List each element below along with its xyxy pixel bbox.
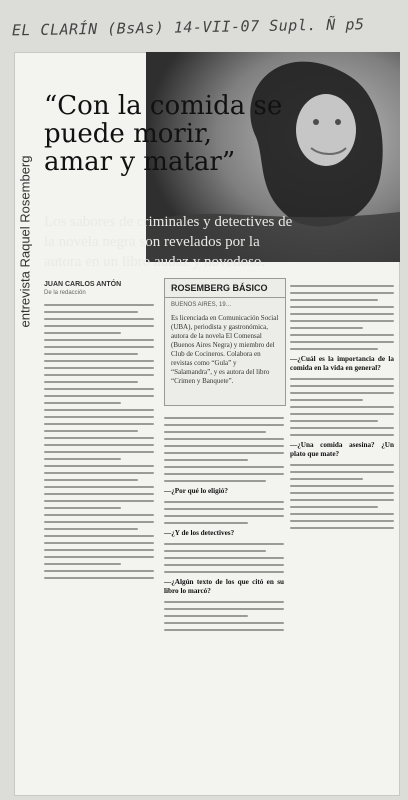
subhead: Los sabores de criminales y detectives de la novela negra son revelados por la autora en un libro audaz y novedoso. (44, 214, 293, 270)
sidebar-meta: BUENOS AIRES, 19… (171, 302, 232, 308)
byline-author: JUAN CARLOS ANTÓN (44, 281, 122, 288)
article-column-2 (164, 412, 284, 636)
section-label-text: entrevista Raquel Rosemberg (17, 155, 33, 328)
question-3: —¿Algún texto de los que citó en su libro lo marcó? (164, 578, 284, 595)
question-1: —¿Por qué lo eligió? (164, 487, 228, 495)
sidebar-title: ROSEMBERG BÁSICO (165, 279, 285, 298)
article-column-3 (290, 280, 394, 534)
headline: “Con la comida se puede morir, amar y matar” (44, 91, 283, 177)
section-label (14, 132, 33, 352)
question-5: —¿Una comida asesina? ¿Un plato que mate? (290, 441, 394, 458)
question-2: —¿Y de los detectives? (164, 529, 235, 537)
sidebar-box (164, 278, 286, 406)
sidebar-text: Es licenciada en Comunicación Social (UBA), periodista y gastronómica, autora de la novela El Comensal (Buenos Aires Negra) y miembro del Club de Cocineros. Colabora en revistas como “Gula” y “Salamandra”, y es autora del libro “Crimen y Banquete”. (171, 314, 279, 385)
newspaper-page (14, 52, 400, 796)
question-4: —¿Cuál es la importancia de la comida en la vida en general? (290, 355, 394, 372)
article-column-1 (44, 280, 154, 584)
byline-role: De la redacción (44, 290, 86, 296)
clipping-annotation: EL CLARÍN (BsAs) 14-VII-07 Supl. Ñ p5 (11, 15, 365, 40)
headline-block (44, 92, 284, 176)
